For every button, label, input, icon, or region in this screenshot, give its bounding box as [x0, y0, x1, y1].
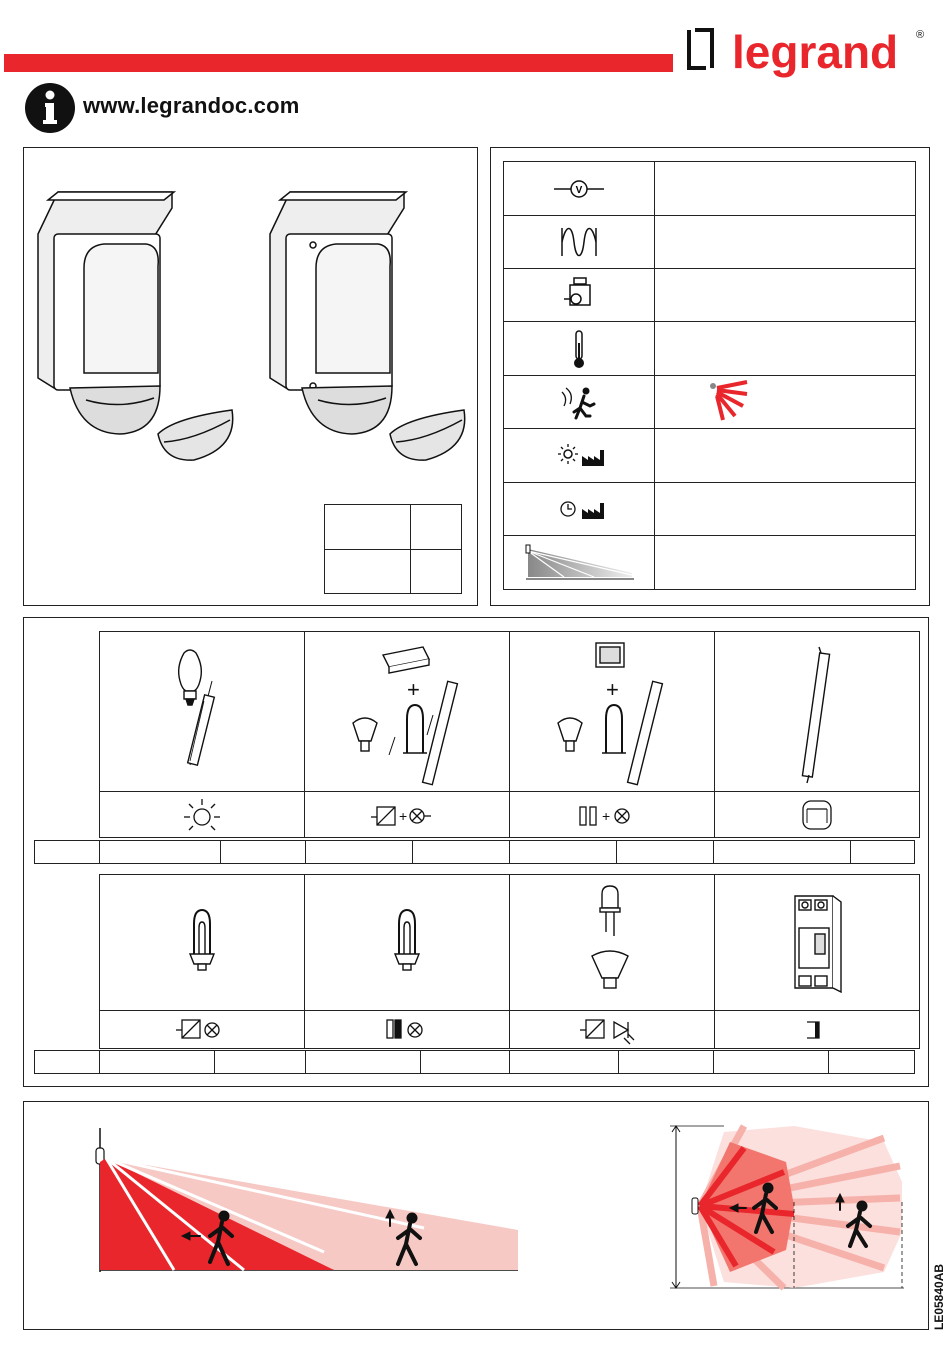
website-url[interactable]: www.legrandoc.com: [83, 93, 300, 118]
value-cell: [413, 841, 510, 864]
loads-table-bottom: [99, 874, 920, 1049]
loads-values-top: [34, 840, 915, 864]
brand-wordmark: legrand: [732, 26, 899, 78]
electronic-ballast-symbol-icon: [100, 1011, 305, 1049]
header-red-bar: [4, 54, 673, 72]
ref-cell: [325, 505, 411, 550]
value-cell: [851, 841, 915, 864]
specifications-table: [503, 161, 916, 590]
range-icon: [504, 536, 655, 590]
terminal-screw-icon: [504, 269, 655, 322]
value-cell: [510, 841, 617, 864]
contactor-module: [715, 875, 920, 1011]
svg-text:+: +: [399, 807, 408, 824]
spec-value: [655, 269, 916, 322]
compact-fluorescent-ferromagnetic-lamp: [305, 875, 510, 1011]
detection-pattern-icon: [655, 376, 916, 429]
value-cell: [100, 1051, 215, 1074]
svg-text:+: +: [606, 676, 619, 702]
fluorescent-tube-lamps: [715, 632, 920, 792]
ferromagnetic-transformer-symbol-icon: [510, 792, 715, 838]
value-cell: [619, 1051, 714, 1074]
product-panel: [23, 147, 478, 606]
ferromagnetic-ballast-symbol-icon: [305, 1011, 510, 1049]
loads-panel: [23, 617, 929, 1087]
svg-text:+: +: [407, 676, 420, 702]
elv-halogen-ferromagnetic-lamps: [510, 632, 715, 792]
incandescent-halogen-lamps: [100, 632, 305, 792]
fluorescent-symbol-icon: [715, 792, 920, 838]
temperature-icon: [504, 322, 655, 376]
timer-setting-icon: [504, 483, 655, 536]
ref-cell: [411, 549, 462, 594]
svg-text:®: ®: [916, 29, 925, 41]
value-cell: [221, 841, 306, 864]
info-icon: [24, 82, 76, 134]
specifications-panel: [490, 147, 930, 606]
spec-value: [655, 162, 916, 216]
electronic-transformer-symbol-icon: [305, 792, 510, 838]
document-id: LE05840AB: [932, 1263, 946, 1330]
svg-text:+: +: [602, 807, 611, 824]
ref-cell: [325, 549, 411, 594]
contactor-symbol-icon: [715, 1011, 920, 1049]
value-cell: [829, 1051, 915, 1074]
lux-setting-icon: [504, 429, 655, 483]
detection-panel: [23, 1101, 929, 1330]
loads-values-bottom: [34, 1050, 915, 1074]
value-cell: [306, 1051, 421, 1074]
value-cell: [714, 841, 851, 864]
elv-halogen-electronic-lamps: [305, 632, 510, 792]
svg-text:V: V: [575, 184, 583, 196]
spec-value: [655, 483, 916, 536]
side-view-diagram: [96, 1128, 518, 1272]
value-cell: [306, 841, 413, 864]
spec-value: [655, 322, 916, 376]
ref-cell: [411, 505, 462, 550]
lamp-symbol-icon: [100, 792, 305, 838]
value-cell: [510, 1051, 619, 1074]
value-cell: [35, 841, 100, 864]
top-view-diagram: [670, 1126, 904, 1288]
detection-diagrams: [24, 1102, 928, 1329]
value-cell: [215, 1051, 306, 1074]
value-cell: [35, 1051, 100, 1074]
frequency-icon: [504, 216, 655, 269]
led-driver-symbol-icon: [510, 1011, 715, 1049]
value-cell: [617, 841, 714, 864]
value-cell: [100, 841, 221, 864]
value-cell: [421, 1051, 510, 1074]
product-reference-table: [324, 504, 462, 594]
compact-fluorescent-electronic-lamp: [100, 875, 305, 1011]
legrand-logo: [686, 24, 930, 84]
spec-value: [655, 536, 916, 590]
led-lamps: [510, 875, 715, 1011]
spec-value: [655, 216, 916, 269]
loads-table-top: [99, 631, 920, 838]
value-cell: [714, 1051, 829, 1074]
voltage-icon: [504, 162, 655, 216]
detection-icon: [504, 376, 655, 429]
spec-value: [655, 429, 916, 483]
